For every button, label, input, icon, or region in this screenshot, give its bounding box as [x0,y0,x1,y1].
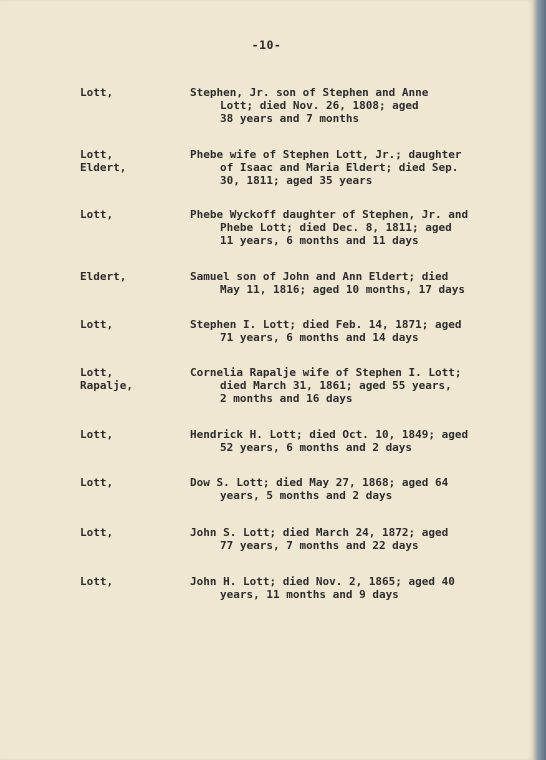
entry-surname: Eldert, [80,270,127,283]
record-line: Lott; died Nov. 26, 1808; aged [220,99,419,112]
entry-surname: Lott, [80,428,114,441]
entry-record [190,476,520,502]
record-line: Dow S. Lott; died May 27, 1868; aged 64 [190,476,449,489]
record-line: Phebe wife of Stephen Lott, Jr.; daughter [190,148,462,161]
entry-record [190,575,520,601]
entry-record [190,366,520,405]
record-line: of Isaac and Maria Eldert; died Sep. [220,161,459,174]
record-line: Phebe Lott; died Dec. 8, 1811; aged [220,221,452,234]
record-line: years, 5 months and 2 days [220,489,393,502]
record-line: 38 years and 7 months [220,112,360,125]
record-line: years, 11 months and 9 days [220,588,399,601]
entry-surname: Lott, Rapalje, [80,366,133,392]
entry-record [190,428,520,454]
entry-surname: Lott, [80,575,114,588]
entry-record [190,148,520,187]
record-line: 71 years, 6 months and 14 days [220,331,419,344]
page-number: -10- [251,38,282,52]
entry-surname: Lott, [80,208,114,221]
record-line: John S. Lott; died March 24, 1872; aged [190,526,449,539]
record-line: 2 months and 16 days [220,392,353,405]
record-line: Hendrick H. Lott; died Oct. 10, 1849; aged [190,428,469,441]
record-line: Cornelia Rapalje wife of Stephen I. Lott; [190,366,462,379]
record-line: Samuel son of John and Ann Eldert; died [190,270,449,283]
entry-surname: Lott, Eldert, [80,148,127,174]
entry-record [190,270,520,296]
entry-record [190,86,520,125]
entry-surname: Lott, [80,318,114,331]
record-line: 52 years, 6 months and 2 days [220,441,413,454]
record-line: 77 years, 7 months and 22 days [220,539,419,552]
record-line: Phebe Wyckoff daughter of Stephen, Jr. and [190,208,469,221]
entry-record [190,208,520,247]
record-line: Stephen I. Lott; died Feb. 14, 1871; aged [190,318,462,331]
record-line: May 11, 1816; aged 10 months, 17 days [220,283,466,296]
page-edge [533,0,546,760]
entry-surname: Lott, [80,86,114,99]
record-line: 30, 1811; aged 35 years [220,174,373,187]
entry-surname: Lott, [80,526,114,539]
record-line: died March 31, 1861; aged 55 years, [220,379,452,392]
record-line: Stephen, Jr. son of Stephen and Anne [190,86,429,99]
entry-record [190,318,520,344]
record-line: 11 years, 6 months and 11 days [220,234,419,247]
record-line: John H. Lott; died Nov. 2, 1865; aged 40 [190,575,455,588]
entry-surname: Lott, [80,476,114,489]
entry-record [190,526,520,552]
